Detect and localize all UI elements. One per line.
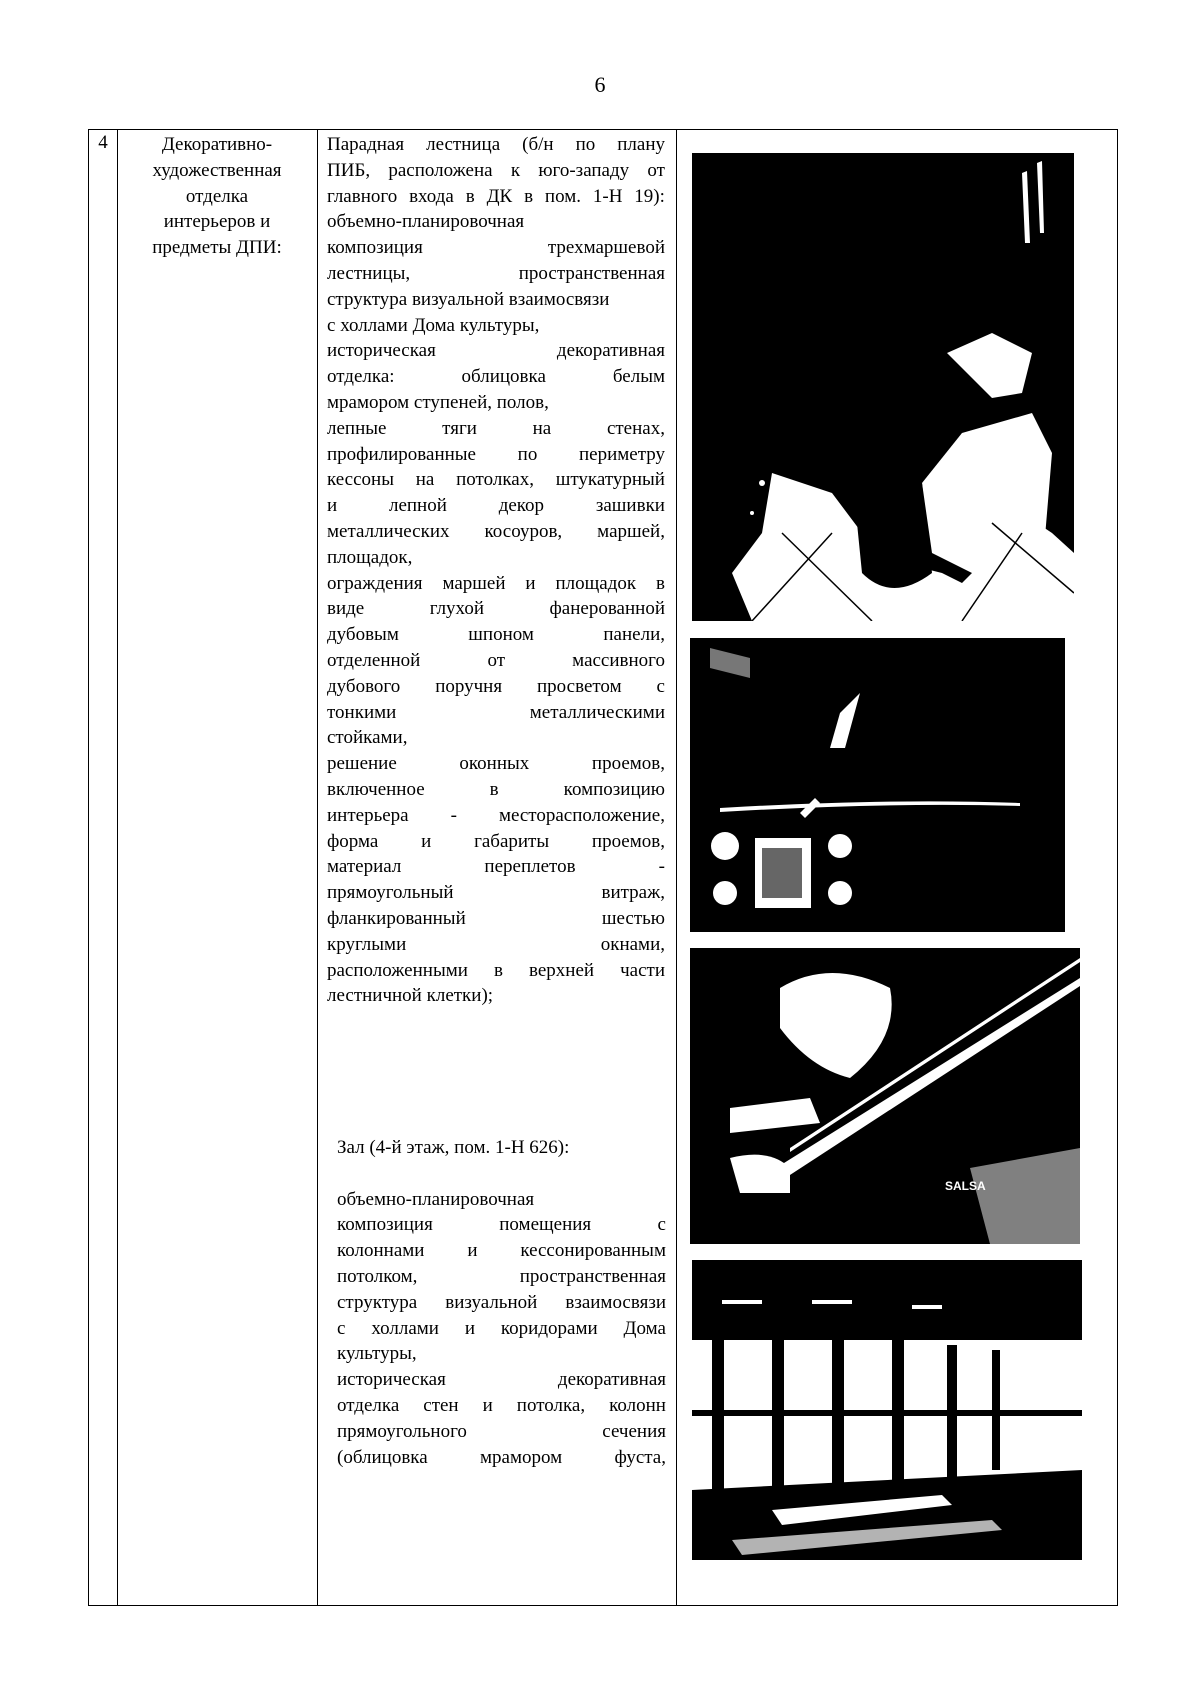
column-divider <box>676 130 677 1605</box>
word: с <box>327 314 336 336</box>
word: ступеней, <box>413 391 493 413</box>
word: панели, <box>603 624 665 646</box>
word: 19): <box>634 185 665 207</box>
word: проемов, <box>591 830 665 852</box>
word: на <box>415 469 435 491</box>
word: декоративная <box>556 340 665 362</box>
word: полов, <box>496 391 549 413</box>
word: холлами <box>340 314 408 336</box>
word: шпоном <box>468 624 534 646</box>
text-line <box>327 571 665 597</box>
word: к <box>510 159 521 181</box>
word: на <box>532 417 552 439</box>
text-line <box>337 1341 666 1367</box>
text-line <box>337 1445 666 1471</box>
word: (б/н <box>522 134 554 155</box>
page-number: 6 <box>594 72 606 97</box>
photo-staircase <box>692 153 1074 621</box>
text-line <box>337 1187 666 1213</box>
word: лепной <box>388 495 447 517</box>
word: месторасположение, <box>498 804 665 826</box>
text-line <box>337 1238 666 1264</box>
text-line <box>337 1290 666 1316</box>
word: дубового <box>327 675 401 697</box>
word: профилированные <box>327 443 476 465</box>
word: плану <box>617 134 665 155</box>
hall-heading: Зал (4-й этаж, пом. 1-Н 626): <box>337 1137 570 1158</box>
photo-hall <box>692 1260 1082 1560</box>
word: решение <box>327 753 397 775</box>
word: колоннами <box>337 1240 425 1262</box>
text-line <box>337 1212 666 1238</box>
word: металлическими <box>529 701 665 723</box>
column-divider <box>117 130 118 1605</box>
word: историческая <box>337 1369 446 1391</box>
word: от <box>487 649 506 671</box>
text-line <box>327 467 665 493</box>
word: - <box>450 804 457 826</box>
word: в <box>489 778 499 800</box>
text-line <box>327 622 665 648</box>
text-line <box>337 1316 666 1342</box>
word: отделка: <box>327 366 395 388</box>
word: площадок <box>555 572 637 594</box>
word: глухой <box>429 598 484 620</box>
word: дубовым <box>327 624 399 646</box>
text-line <box>337 1367 666 1393</box>
word: стен <box>423 1394 459 1416</box>
text-line <box>327 158 665 184</box>
word: Дома <box>412 314 455 336</box>
row-number: 4 <box>98 132 108 153</box>
text-line <box>327 364 665 390</box>
category-line: художественная <box>152 159 282 181</box>
text-line <box>327 880 665 906</box>
text-line <box>337 1264 666 1290</box>
word: декоративная <box>557 1369 666 1391</box>
word: проемов, <box>591 753 665 775</box>
word: потолком, <box>337 1265 418 1287</box>
word: лестничной <box>327 985 422 1007</box>
text-line <box>327 338 665 364</box>
word: тонкими <box>327 701 397 723</box>
word: 1-Н <box>592 185 623 207</box>
text-line <box>327 519 665 545</box>
word: маршей, <box>597 520 665 542</box>
word: композиция <box>337 1214 433 1236</box>
word: интерьера <box>327 804 409 826</box>
word: в <box>524 185 534 207</box>
word: оконных <box>459 753 530 775</box>
word: визуальной <box>445 1291 538 1313</box>
word: отделка <box>337 1394 400 1416</box>
word: шестью <box>601 907 665 929</box>
word: круглыми <box>327 933 407 955</box>
word: мрамором <box>480 1446 563 1468</box>
word: переплетов <box>484 856 576 878</box>
text-line <box>327 803 665 829</box>
text-line <box>327 261 665 287</box>
word: кессоны <box>327 469 394 491</box>
hall-description <box>327 1135 674 1470</box>
word: и <box>421 830 432 852</box>
word: трехмаршевой <box>547 237 665 259</box>
word: холлами <box>371 1317 439 1339</box>
word: штукатурный <box>555 469 665 491</box>
word: расположена <box>388 159 493 181</box>
word: тяги <box>442 417 477 439</box>
hall-text <box>337 1187 666 1471</box>
word: композицию <box>563 778 665 800</box>
word: композиция <box>327 237 423 259</box>
word: пространственная <box>519 1265 666 1287</box>
word: с <box>656 675 665 697</box>
word: стойками, <box>327 727 408 749</box>
text-line <box>327 493 665 519</box>
word: пространственная <box>518 262 665 284</box>
word: взаимосвязи <box>565 1291 666 1313</box>
word: главного <box>327 185 398 207</box>
word: юго-западу <box>538 159 630 181</box>
text-line <box>327 235 665 261</box>
word: окнами, <box>600 933 665 955</box>
text-line <box>327 596 665 622</box>
word: отделенной <box>327 649 421 671</box>
text-line <box>327 700 665 726</box>
word: историческая <box>327 340 436 362</box>
word: ПИБ, <box>327 159 371 181</box>
category-line: интерьеров и <box>163 211 271 233</box>
word: и <box>327 495 338 517</box>
word: виде <box>327 598 365 620</box>
category-line: отделка <box>185 185 249 207</box>
text-line <box>327 390 665 416</box>
word: металлических <box>327 520 450 542</box>
word: сечения <box>602 1420 666 1442</box>
word: Дома <box>623 1317 666 1339</box>
word: объемно-планировочная <box>327 211 525 233</box>
text-line <box>327 958 665 984</box>
word: коридорами <box>500 1317 598 1339</box>
word: ограждения <box>327 572 423 594</box>
word: форма <box>327 830 379 852</box>
word: фланкированный <box>327 907 466 929</box>
word: культуры, <box>337 1343 417 1365</box>
text-line <box>327 725 665 751</box>
category-cell <box>119 132 315 261</box>
word: Парадная <box>327 134 405 155</box>
word: кессонированным <box>520 1240 666 1262</box>
word: от <box>647 159 665 181</box>
word: белым <box>612 366 665 388</box>
word: (облицовка <box>337 1446 428 1468</box>
word: мрамором <box>327 391 410 413</box>
text-line <box>327 442 665 468</box>
word: фуста, <box>614 1446 666 1468</box>
text-line <box>327 184 665 210</box>
word: фанерованной <box>549 598 665 620</box>
category-line: Декоративно- <box>161 134 273 155</box>
text-line <box>327 751 665 777</box>
text-line <box>327 209 665 235</box>
text-line <box>337 1393 666 1419</box>
text-line <box>327 287 665 313</box>
word: периметру <box>578 443 665 465</box>
word: части <box>620 959 665 981</box>
photo-windows <box>690 638 1065 932</box>
word: с <box>337 1317 346 1339</box>
word: взаимосвязи <box>508 288 610 310</box>
word: визуальной <box>411 288 505 310</box>
word: лестница <box>426 134 501 155</box>
word: структура <box>327 288 408 310</box>
word: ДК <box>486 185 513 207</box>
word: лепные <box>327 417 387 439</box>
word: материал <box>327 856 402 878</box>
word: по <box>575 134 596 155</box>
word: помещения <box>499 1214 592 1236</box>
word: лестницы, <box>327 262 411 284</box>
word: массивного <box>572 649 665 671</box>
word: и <box>464 1317 476 1339</box>
word: колонн <box>609 1394 666 1416</box>
text-line <box>327 674 665 700</box>
stair-description <box>318 132 674 1009</box>
word: расположенными <box>327 959 468 981</box>
text-line <box>327 132 665 158</box>
word: потолках, <box>456 469 534 491</box>
word: в <box>493 959 503 981</box>
word: пом. <box>544 185 582 207</box>
word: витраж, <box>601 882 665 904</box>
word: структура <box>337 1291 418 1313</box>
word: зашивки <box>595 495 665 517</box>
word: и <box>525 572 536 594</box>
word: верхней <box>528 959 595 981</box>
text-line <box>327 829 665 855</box>
word: поручня <box>435 675 503 697</box>
word: потолка, <box>516 1394 586 1416</box>
word: клетки); <box>426 985 494 1007</box>
photo-ceiling <box>690 948 1080 1244</box>
word: и <box>467 1240 478 1262</box>
word: в <box>465 185 475 207</box>
word: - <box>658 856 665 878</box>
word: площадок, <box>327 546 413 568</box>
word: прямоугольного <box>337 1420 467 1442</box>
text-line <box>327 777 665 803</box>
text-line <box>327 416 665 442</box>
word: габариты <box>474 830 550 852</box>
category-line: предметы ДПИ: <box>152 237 282 259</box>
text-line <box>327 983 665 1009</box>
photo-sign-text: SALSA <box>945 1179 986 1193</box>
word: входа <box>409 185 454 207</box>
text-line <box>337 1419 666 1445</box>
word: косоуров, <box>484 520 563 542</box>
text-line <box>327 545 665 571</box>
word: прямоугольный <box>327 882 454 904</box>
text-line <box>327 648 665 674</box>
text-line <box>327 313 665 339</box>
word: просветом <box>537 675 622 697</box>
word: включенное <box>327 778 425 800</box>
word: объемно-планировочная <box>337 1188 535 1210</box>
word: и <box>482 1394 493 1416</box>
word: по <box>517 443 538 465</box>
text-line <box>327 932 665 958</box>
word: культуры, <box>459 314 540 336</box>
text-line <box>327 854 665 880</box>
word: облицовка <box>461 366 546 388</box>
word: стенах, <box>606 417 665 439</box>
heritage-table <box>88 129 1118 1606</box>
word: в <box>656 572 665 594</box>
word: с <box>657 1214 666 1236</box>
word: декор <box>498 495 545 517</box>
word: маршей <box>442 572 506 594</box>
text-line <box>327 906 665 932</box>
